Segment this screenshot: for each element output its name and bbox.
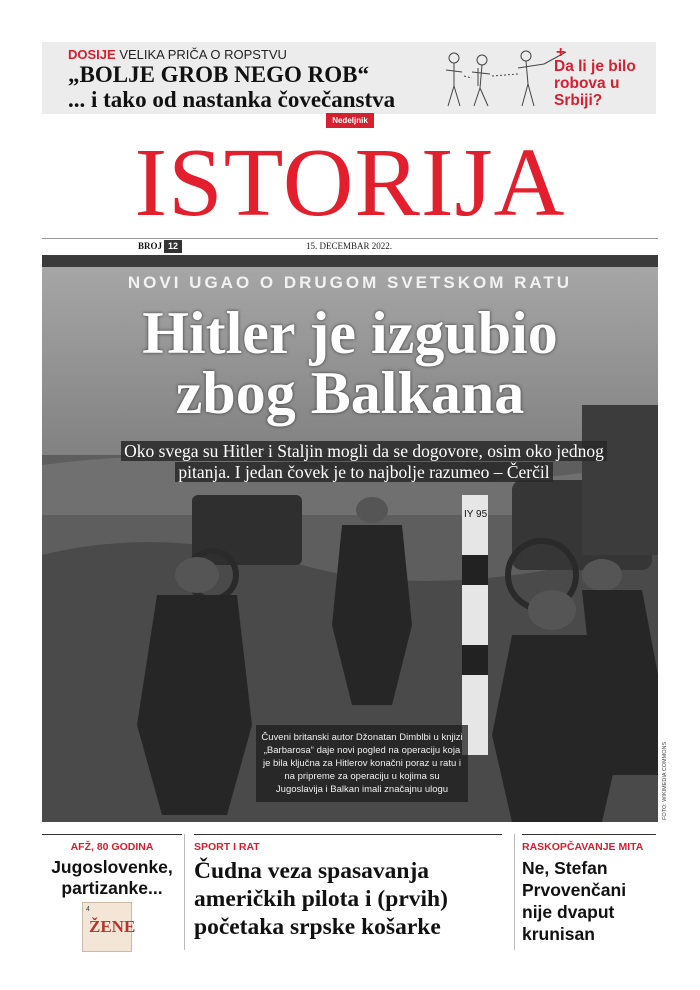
sign-post-text: IY 95 xyxy=(464,509,488,520)
teaser-sport[interactable] xyxy=(194,834,502,941)
divider xyxy=(194,834,502,835)
divider xyxy=(522,834,656,835)
teaser-afz-headline: Jugoslovenke, partizanke... xyxy=(51,857,173,898)
cover-story[interactable] xyxy=(42,255,658,822)
banner-kicker-topic: VELIKA PRIČA O ROPSTVU xyxy=(119,47,287,62)
banner-headline-line2: ... i tako od nastanka čovečanstva xyxy=(68,87,396,112)
cover-kicker: NOVI UGAO O DRUGOM SVETSKOM RATU xyxy=(127,273,573,292)
cover-headline xyxy=(42,300,658,426)
photo-caption: Čuveni britanski autor Džonatan Dimblbi u knjizi „Barbarosa“ daje novi pogled na operaciju koja je bila ključna za Hitlerov konačni poraz u ratu i na pripreme za operaciju u kojima su Jugoslavija i Balkan imali značajnu ulogu xyxy=(256,725,468,802)
banner-kicker-label: DOSIJE xyxy=(68,47,116,62)
cover-headline-line2: zbog Balkana xyxy=(175,360,525,426)
brand-badge: Nedeljnik xyxy=(326,113,374,128)
teaser-myth-headline: Ne, Stefan Prvovenčani nije dvaput krunisan xyxy=(522,858,627,944)
magazine-cover-thumbnail xyxy=(82,902,136,952)
issue-date: 15. DECEMBAR 2022. xyxy=(306,241,393,251)
magazine-title: ŽENE xyxy=(89,917,136,936)
teaser-afz-kicker: AFŽ, 80 GODINA xyxy=(70,841,154,853)
cover-deck-line2: pitanja. I jedan čovek je to najbolje razumeo – Čerčil xyxy=(175,462,552,482)
masthead-title: ISTORIJA xyxy=(134,129,566,237)
column-divider xyxy=(514,834,515,950)
teaser-myth[interactable] xyxy=(522,834,656,945)
column-divider xyxy=(184,834,185,950)
cover-deck-line1: Oko svega su Hitler i Staljin mogli da se dogovore, osim oko jednog xyxy=(121,441,607,461)
teaser-sport-kicker: SPORT I RAT xyxy=(194,841,260,853)
issue-bar xyxy=(42,238,658,254)
photo-credit-text: FOTO: WIKIMEDIA COMMONS xyxy=(662,741,668,820)
teaser-banner[interactable] xyxy=(42,42,656,114)
cover-top-band xyxy=(42,255,658,267)
banner-kicker xyxy=(68,47,287,62)
cover-deck xyxy=(74,441,654,483)
divider xyxy=(42,834,182,835)
issue-number: 12 xyxy=(164,240,182,253)
issue-label: BROJ xyxy=(138,241,163,251)
magazine-number: 4 xyxy=(86,906,90,913)
photo-credit xyxy=(662,741,672,820)
teaser-sport-headline: Čudna veza spasavanja američkih pilota i (prvih) početaka srpske košarke xyxy=(194,858,448,940)
teaser-afz[interactable] xyxy=(42,834,182,899)
banner-plus: + xyxy=(556,44,566,61)
banner-side-teaser: Da li je bilo robova u Srbiji? xyxy=(554,58,636,109)
cover-headline-line1: Hitler je izgubio xyxy=(142,300,558,366)
banner-headline-line1: „BOLJE GROB NEGO ROB“ xyxy=(68,62,369,87)
teaser-myth-kicker: RASKOPČAVANJE MITA xyxy=(522,841,644,853)
